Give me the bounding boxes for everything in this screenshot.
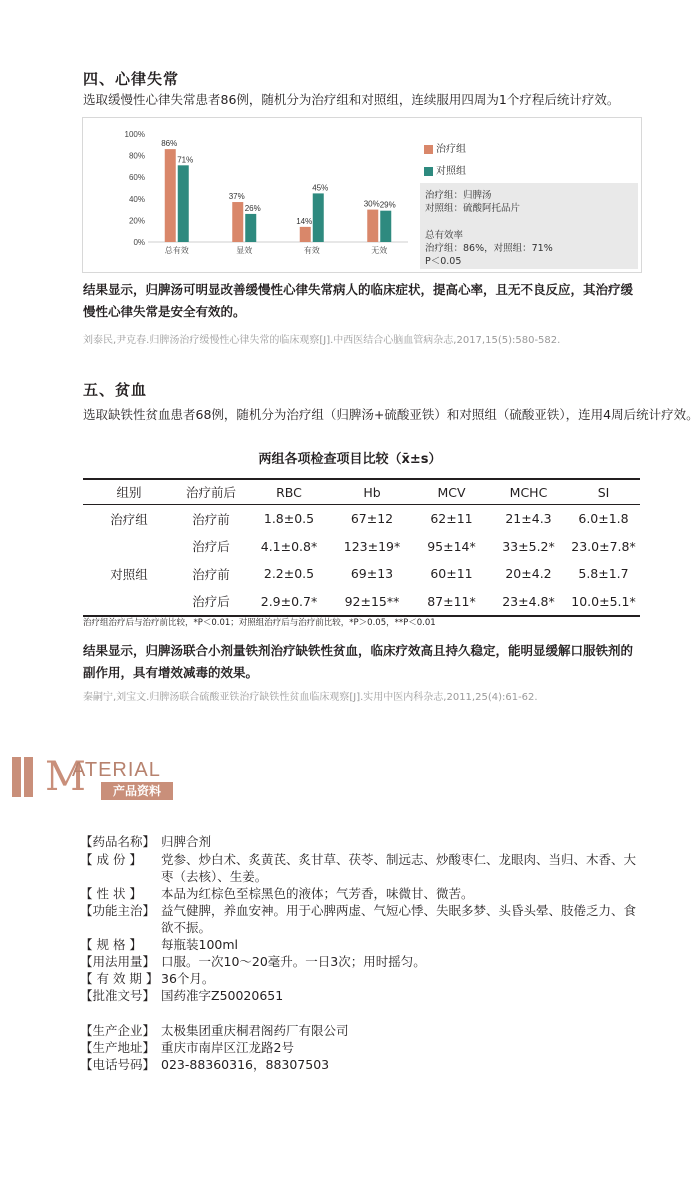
company-key: 【生产地址】 bbox=[80, 1040, 156, 1055]
y-tick-label: 20% bbox=[128, 216, 145, 226]
table-header: Hb bbox=[331, 479, 413, 505]
product-value: 本品为红棕色至棕黑色的液体；气芳香，味微甘、微苦。 bbox=[161, 886, 474, 901]
table-cell: 6.0±1.8 bbox=[578, 511, 629, 527]
table-row bbox=[83, 505, 640, 533]
table-cell: 33±5.2* bbox=[502, 538, 555, 554]
data-label: 30% bbox=[363, 199, 380, 209]
company-key: 【电话号码】 bbox=[80, 1057, 156, 1072]
material-cn-label: 产品资料 bbox=[101, 782, 173, 800]
y-tick-label: 80% bbox=[128, 151, 145, 161]
table-cell: 20±4.2 bbox=[505, 566, 552, 582]
table-header-row bbox=[83, 479, 640, 505]
legend-label-treatment: 治疗组 bbox=[436, 144, 466, 155]
section4-reference: 刘泰民,尹克春.归脾汤治疗缓慢性心律失常的临床观察[J].中西医结合心脑血管病杂志,2017,15(5):580-582. bbox=[83, 335, 561, 346]
table-title: 两组各项检查项目比较（x̄±s） bbox=[258, 452, 442, 467]
table-cell: 治疗组 bbox=[110, 511, 148, 527]
table-cell: 对照组 bbox=[110, 566, 148, 582]
data-label: 26% bbox=[244, 203, 261, 213]
x-tick-label: 有效 bbox=[303, 246, 320, 255]
table-header: MCV bbox=[413, 479, 490, 505]
section5-result: 结果显示，归脾汤联合小剂量铁剂治疗缺铁性贫血，临床疗效高且持久稳定，能明显缓解口服铁剂的副作用，具有增效减毒的效果。 bbox=[83, 643, 634, 680]
section5-reference: 秦嗣宁,刘宝文.归脾汤联合硫酸亚铁治疗缺铁性贫血临床观察[J].实用中医内科杂志,2011,25(4):61-62. bbox=[83, 692, 538, 703]
table-cell: 5.8±1.7 bbox=[578, 566, 629, 582]
data-label: 45% bbox=[312, 183, 329, 193]
bar-treatment bbox=[300, 227, 311, 242]
table-cell: 87±11* bbox=[413, 588, 490, 617]
legend-item-treatment bbox=[424, 140, 466, 155]
table-cell bbox=[83, 588, 175, 617]
table-cell: 23.0±7.8* bbox=[571, 538, 636, 554]
comparison-table bbox=[83, 478, 640, 617]
legend-swatch-treatment bbox=[424, 145, 433, 154]
info-line-total: 总有效率 bbox=[425, 230, 464, 241]
material-big-letter: M bbox=[45, 754, 86, 800]
bar-treatment bbox=[232, 202, 243, 242]
product-value: 益气健脾，养血安神。用于心脾两虚、气短心悸、失眠多梦、头昏头晕、肢倦乏力、食欲不振。 bbox=[161, 903, 637, 935]
bar-treatment bbox=[367, 210, 378, 242]
data-label: 86% bbox=[161, 139, 178, 149]
product-key: 【功能主治】 bbox=[80, 903, 156, 918]
table-header: 组别 bbox=[83, 479, 175, 505]
data-label: 71% bbox=[177, 155, 194, 165]
company-value: 023-88360316，88307503 bbox=[161, 1057, 330, 1072]
x-tick-label: 显效 bbox=[236, 246, 253, 255]
bar-control bbox=[313, 193, 324, 242]
info-line-treatment: 治疗组：归脾汤 bbox=[425, 190, 492, 201]
table-header: RBC bbox=[247, 479, 331, 505]
section4-result: 结果显示，归脾汤可明显改善缓慢性心律失常病人的临床症状，提高心率，且无不良反应，其治疗缓慢性心律失常是安全有效的。 bbox=[83, 282, 634, 319]
product-value: 国药准字Z50020651 bbox=[161, 988, 284, 1003]
info-line-rates: 治疗组：86%，对照组：71% bbox=[425, 243, 553, 254]
table-cell: 123±19* bbox=[343, 538, 401, 554]
section5-title: 五、贫血 bbox=[83, 381, 148, 399]
table-cell: 2.9±0.7* bbox=[247, 588, 331, 617]
company-value: 太极集团重庆桐君阁药厂有限公司 bbox=[161, 1023, 349, 1038]
table-cell: 10.0±5.1* bbox=[567, 588, 640, 617]
chart-legend bbox=[424, 140, 466, 177]
info-line-control: 对照组：硫酸阿托品片 bbox=[425, 203, 521, 214]
x-tick-label: 无效 bbox=[371, 246, 388, 255]
legend-item-control bbox=[424, 162, 466, 177]
table-cell bbox=[83, 533, 175, 561]
product-key: 【批准文号】 bbox=[80, 988, 156, 1003]
table-cell: 治疗后 bbox=[175, 588, 247, 617]
bar-treatment bbox=[165, 149, 176, 242]
table-cell: 69±13 bbox=[350, 566, 394, 582]
table-cell: 治疗后 bbox=[192, 539, 230, 555]
table-cell: 95±14* bbox=[427, 538, 476, 554]
product-key: 【 性 状 】 bbox=[80, 886, 142, 901]
table-cell: 62±11 bbox=[430, 511, 473, 527]
table-cell: 治疗前 bbox=[192, 511, 230, 527]
table-header: 治疗前后 bbox=[175, 479, 247, 505]
table-header: SI bbox=[567, 479, 640, 505]
y-tick-label: 0% bbox=[133, 238, 145, 247]
table-note: 治疗组治疗后与治疗前比较，*P＜0.01；对照组治疗后与治疗前比较，*P＞0.05，**P＜0.01 bbox=[83, 618, 436, 628]
data-label: 14% bbox=[296, 216, 313, 226]
section4-intro: 选取缓慢性心律失常患者86例，随机分为治疗组和对照组，连续服用四周为1个疗程后统计疗效。 bbox=[83, 92, 620, 107]
table-row bbox=[83, 533, 640, 561]
table-cell: 4.1±0.8* bbox=[260, 538, 318, 554]
material-bar-1 bbox=[12, 757, 21, 797]
legend-label-control: 对照组 bbox=[436, 166, 466, 177]
product-value: 党参、炒白术、炙黄芪、炙甘草、茯苓、制远志、炒酸枣仁、龙眼肉、当归、木香、大枣（去核）、生姜。 bbox=[161, 852, 637, 884]
material-word: ATERIAL bbox=[72, 759, 161, 781]
section5-intro: 选取缺铁性贫血患者68例，随机分为治疗组（归脾汤+硫酸亚铁）和对照组（硫酸亚铁），连用4周后统计疗效。 bbox=[83, 407, 699, 422]
bar-control bbox=[245, 214, 256, 242]
y-tick-label: 60% bbox=[128, 173, 145, 183]
table-cell: 92±15** bbox=[331, 588, 413, 617]
product-value: 每瓶装100ml bbox=[161, 937, 239, 952]
product-value: 口服。一次10～20毫升。一日3次；用时摇匀。 bbox=[161, 954, 426, 969]
table-cell: 2.2±0.5 bbox=[263, 566, 315, 582]
table-cell: 67±12 bbox=[350, 511, 394, 527]
product-value: 36个月。 bbox=[161, 971, 215, 986]
product-key: 【 成 份 】 bbox=[80, 852, 142, 867]
info-line-p: P＜0.05 bbox=[425, 256, 462, 267]
product-key: 【药品名称】 bbox=[80, 834, 156, 849]
table-cell: 21±4.3 bbox=[505, 511, 552, 527]
table-row bbox=[83, 588, 640, 617]
y-tick-label: 100% bbox=[124, 130, 145, 139]
company-key: 【生产企业】 bbox=[80, 1023, 156, 1038]
product-key: 【 规 格 】 bbox=[80, 937, 142, 952]
data-label: 29% bbox=[379, 200, 396, 210]
table-row bbox=[83, 560, 640, 588]
product-key: 【 有 效 期 】 bbox=[80, 971, 159, 986]
table-cell: 60±11 bbox=[430, 566, 473, 582]
y-tick-label: 40% bbox=[128, 194, 145, 204]
x-tick-label: 总有效 bbox=[164, 246, 189, 255]
table-header: MCHC bbox=[490, 479, 567, 505]
bar-control bbox=[380, 211, 391, 242]
company-value: 重庆市南岸区江龙路2号 bbox=[161, 1040, 294, 1055]
table-cell: 23±4.8* bbox=[490, 588, 567, 617]
table-cell: 治疗前 bbox=[192, 566, 230, 582]
chart-info-box bbox=[420, 183, 638, 269]
data-label: 37% bbox=[228, 192, 245, 202]
section4-title: 四、心律失常 bbox=[83, 70, 180, 88]
product-value: 归脾合剂 bbox=[161, 834, 212, 849]
material-bar-2 bbox=[24, 757, 33, 797]
bar-control bbox=[178, 165, 189, 242]
legend-swatch-control bbox=[424, 167, 433, 176]
table-cell: 1.8±0.5 bbox=[263, 511, 315, 527]
product-key: 【用法用量】 bbox=[80, 954, 156, 969]
